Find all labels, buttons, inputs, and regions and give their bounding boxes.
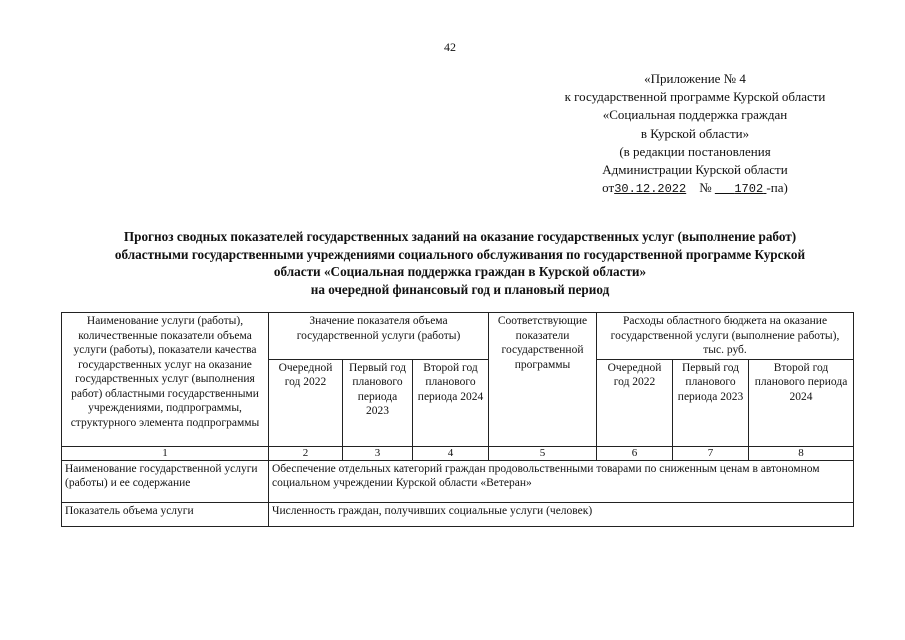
value-year-second: Второй год планового периода 2024 [413, 359, 489, 446]
column-numbers-row [62, 446, 854, 460]
decree-number: 1702 [734, 182, 764, 197]
column-number: 5 [489, 446, 597, 460]
col1-header: Наименование услуги (работы), количественные показатели объема услуги (работы), показатели качества государственных услуг на оказание государственных услуг (выполнения работ) областными государственными учреждениями, подпрограммы, структурного элемента подпрограммы [62, 313, 269, 447]
appendix-line: Администрации Курской области [602, 162, 788, 178]
program-header: Соответствующие показатели государственной программы [489, 313, 597, 447]
column-number: 8 [749, 446, 854, 460]
table-row [62, 460, 854, 502]
row-label: Наименование государственной услуги (работы) и ее содержание [62, 460, 269, 502]
forecast-table [61, 312, 854, 527]
row-label: Показатель объема услуги [62, 502, 269, 526]
column-number: 1 [62, 446, 269, 460]
table-row [62, 502, 854, 526]
number-suffix: -па) [766, 180, 788, 196]
value-group-header: Значение показателя объема государственной услуги (работы) [269, 313, 489, 360]
number-prefix: № [699, 180, 712, 196]
title-line: областными государственными учреждениями социального обслуживания по государственной программе Курской [114, 246, 806, 262]
document-title [60, 228, 860, 298]
page-number: 42 [444, 40, 456, 54]
appendix-line: к государственной программе Курской области [564, 89, 826, 105]
title-line: области «Социальная поддержка граждан в Курской области» [273, 264, 647, 279]
expense-year-first: Первый год планового периода 2023 [673, 359, 749, 446]
column-number: 2 [269, 446, 343, 460]
value-year-current: Очередной год 2022 [269, 359, 343, 446]
appendix-line: (в редакции постановления [619, 143, 771, 159]
decree-date: 30.12.2022 [614, 182, 687, 197]
expense-group-header: Расходы областного бюджета на оказание государственной услуги (выполнение работы), тыс. руб. [597, 313, 854, 360]
row-value: Обеспечение отдельных категорий граждан продовольственными товарами по сниженным ценам в автономном социальном учреждении Курской области «Ветеран» [269, 460, 854, 502]
expense-year-current: Очередной год 2022 [597, 359, 673, 446]
appendix-line: «Социальная поддержка граждан [602, 107, 788, 123]
value-year-first: Первый год планового периода 2023 [343, 359, 413, 446]
title-line: на очередной финансовый год и плановый период [310, 281, 610, 297]
date-prefix: от [602, 180, 615, 196]
column-number: 7 [673, 446, 749, 460]
appendix-title: «Приложение № 4 [644, 71, 746, 86]
title-line: Прогноз сводных показателей государственных заданий на оказание государственных услуг (выполнение работ) [123, 229, 797, 244]
column-number: 6 [597, 446, 673, 460]
appendix-block [530, 70, 860, 198]
appendix-line: в Курской области» [640, 125, 750, 141]
expense-year-second: Второй год планового периода 2024 [749, 359, 854, 446]
decree-line [530, 179, 860, 198]
column-number: 3 [343, 446, 413, 460]
row-value: Численность граждан, получивших социальные услуги (человек) [269, 502, 854, 526]
column-number: 4 [413, 446, 489, 460]
